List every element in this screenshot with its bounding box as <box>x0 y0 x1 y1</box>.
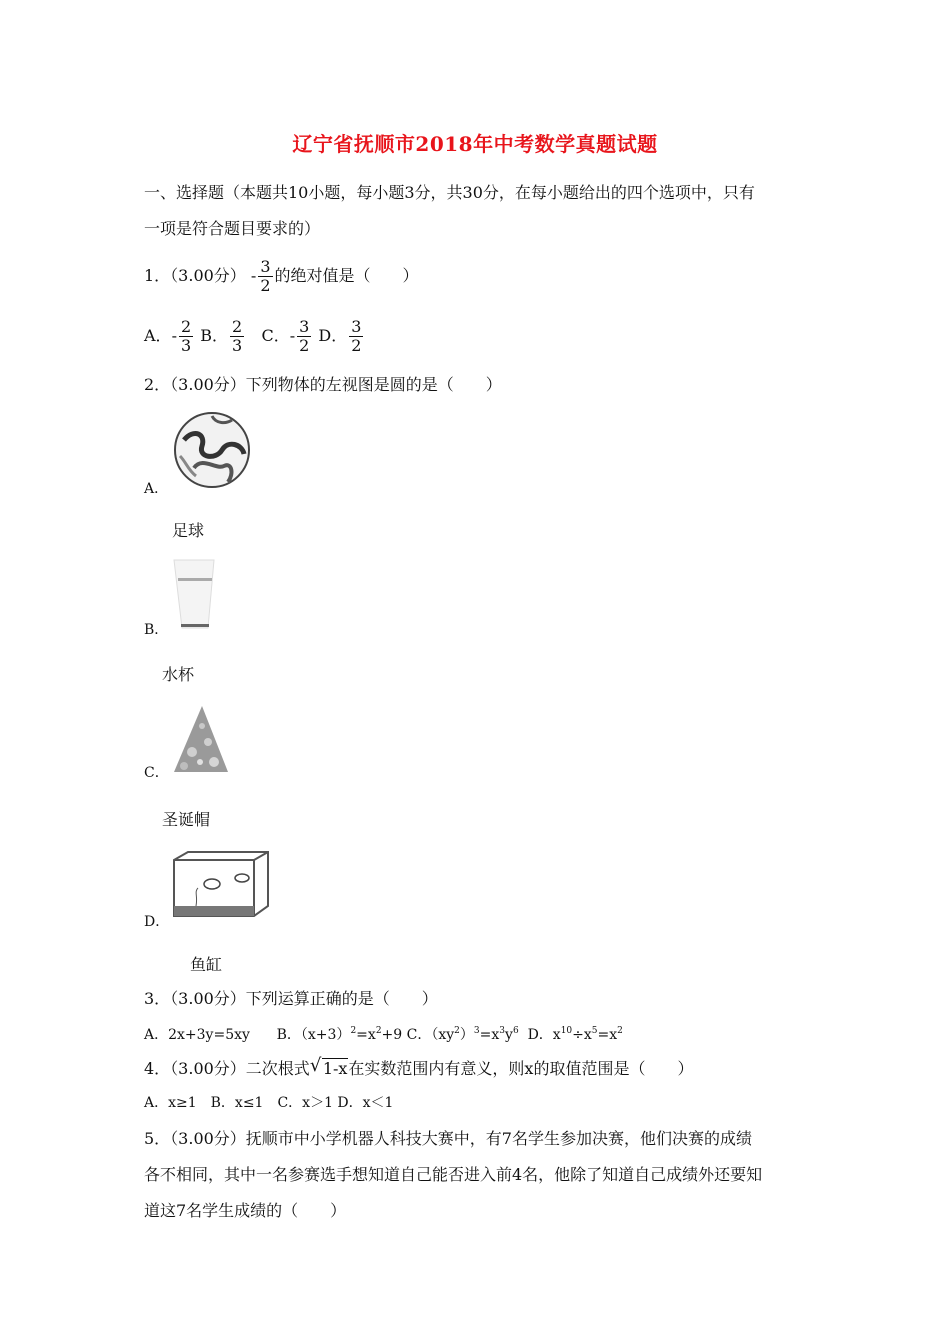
q1-option-d-fraction: $\frac{3}{2}$ <box>351 317 362 355</box>
q2-option-c-letter: C． <box>144 765 169 781</box>
question-1-options: A．- $\frac{2}{3}$ B． $\frac{2}{3}$ C．- $\frac{3}{2}$ D． $\frac{3}{2}$ <box>144 317 362 355</box>
question-4-options: A．x≥1 B．x≤1 C．x＞1 D．x＜1 <box>144 1095 394 1111</box>
q4-radical: √ 1-x <box>309 1055 348 1078</box>
q2-option-a-caption: 足球 <box>172 521 205 540</box>
question-5-line3: 道这7名学生成绩的（ ） <box>144 1201 347 1220</box>
q1-option-a-fraction: $\frac{2}{3}$ <box>180 317 192 355</box>
q1-prefix: 1．（3.00分） <box>144 266 246 285</box>
question-3: 3．（3.00分）下列运算正确的是（ ） <box>144 989 438 1008</box>
q2-option-b-letter: B． <box>144 622 169 638</box>
q1-neg: - <box>250 266 257 285</box>
q1-fraction: $\frac{3}{2}$ <box>260 257 271 295</box>
q1-option-c-fraction: $\frac{3}{2}$ <box>299 317 310 355</box>
question-5-line1: 5．（3.00分）抚顺市中小学机器人科技大赛中，有7名学生参加决赛，他们决赛的成绩 <box>144 1129 752 1148</box>
question-1 <box>144 258 419 295</box>
page-title: 辽宁省抚顺市2018年中考数学真题试题 <box>292 132 658 156</box>
q2-option-c-caption: 圣诞帽 <box>162 810 211 829</box>
question-4: 4．（3.00分）二次根式 √ 1-x在实数范围内有意义，则x的取值范围是（ ） <box>144 1055 694 1078</box>
section-heading-line1: 一、选择题（本题共10小题，每小题3分，共30分，在每小题给出的四个选项中，只有 <box>144 183 755 202</box>
football-image <box>172 410 252 490</box>
question-3-options: A．2x+3y=5xy B．$(x+3)^2=x^2+9$ C．$(xy^2)^3=x^3y^6$ D．$x^{10}\div x^5=x^2$ <box>144 1026 623 1043</box>
q1-option-b-fraction: $\frac{2}{3}$ <box>232 317 243 355</box>
q1-text: 的绝对值是（ ） <box>274 266 419 285</box>
q2-option-b-caption: 水杯 <box>162 665 195 684</box>
q2-option-a-letter: A． <box>144 481 169 497</box>
cup-image <box>170 556 220 634</box>
q2-option-d-caption: 鱼缸 <box>190 955 223 974</box>
section-heading-line2: 一项是符合题目要求的） <box>144 219 321 238</box>
christmas-hat-image <box>170 702 232 776</box>
q2-option-d-letter: D． <box>144 914 170 930</box>
fish-tank-image <box>168 848 272 920</box>
question-2: 2．（3.00分）下列物体的左视图是圆的是（ ） <box>144 375 502 394</box>
question-5-line2: 各不相同，其中一名参赛选手想知道自己能否进入前4名，他除了知道自己成绩外还要知 <box>144 1165 763 1184</box>
